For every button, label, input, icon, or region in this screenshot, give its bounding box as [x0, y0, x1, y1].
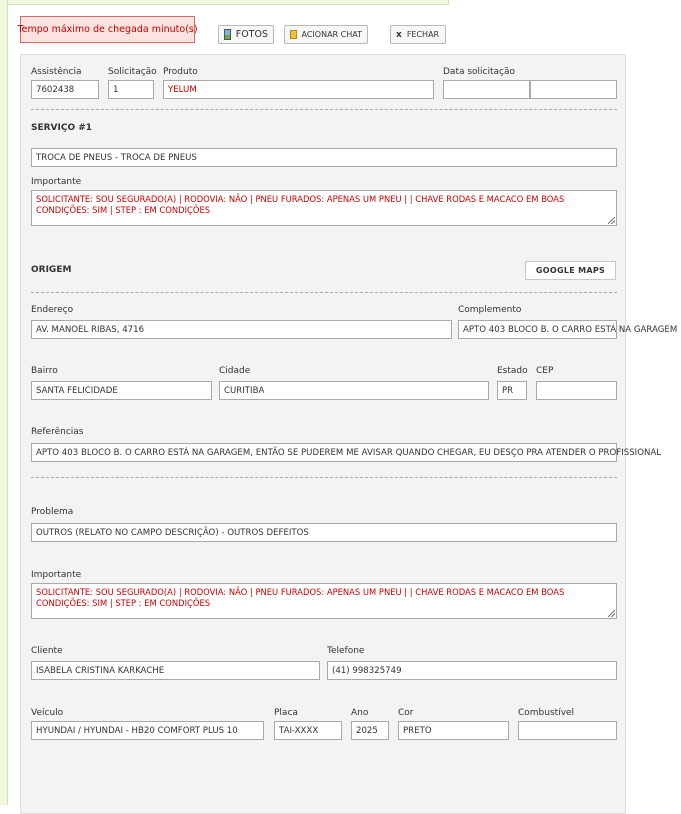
ano-field[interactable]: 2025: [351, 721, 389, 740]
combustivel-field[interactable]: [518, 721, 617, 740]
fechar-label: FECHAR: [406, 30, 440, 39]
fotos-button[interactable]: [218, 25, 274, 44]
data-solicitacao-field[interactable]: [443, 80, 530, 99]
complemento-label: Complemento: [458, 305, 522, 315]
hora-solicitacao-field[interactable]: [530, 80, 617, 99]
servico-importante-textarea[interactable]: [31, 190, 617, 226]
problema-label: Problema: [31, 507, 74, 517]
estado-label: Estado: [497, 366, 528, 376]
cor-label: Cor: [398, 708, 414, 718]
servico-importante-text: SOLICITANTE: SOU SEGURADO(A) | RODOVIA: NÃO | PNEU FURADOS: APENAS UM PNEU | | CHAVE RODAS E MACACO EM BOAS CONDIÇÕES: SIM | STEP : EM CONDIÇÕES: [36, 194, 565, 215]
endereco-field[interactable]: AV. MANOEL RIBAS, 4716: [31, 320, 452, 339]
servico-title: SERVIÇO #1: [31, 123, 93, 133]
fotos-label: FOTOS: [235, 29, 268, 40]
arrival-time-alert-button[interactable]: Tempo máximo de chegada minuto(s): [20, 16, 195, 43]
combustivel-label: Combustível: [518, 708, 575, 718]
fechar-button[interactable]: [390, 25, 446, 44]
estado-field[interactable]: PR: [497, 381, 527, 400]
cliente-label: Cliente: [31, 646, 63, 656]
cidade-field[interactable]: CURITIBA: [219, 381, 489, 400]
acionar-chat-button[interactable]: [284, 25, 368, 44]
problema-field[interactable]: OUTROS (RELATO NO CAMPO DESCRIÇÃO) - OUTROS DEFEITOS: [31, 523, 617, 542]
cliente-field[interactable]: ISABELA CRISTINA KARKACHE: [31, 661, 320, 680]
solicitacao-field[interactable]: 1: [108, 80, 154, 99]
google-maps-button[interactable]: GOOGLE MAPS: [525, 261, 616, 280]
cor-field[interactable]: PRETO: [398, 721, 509, 740]
divider: [31, 292, 617, 293]
photo-icon: [224, 29, 231, 40]
origem-title: ORIGEM: [31, 265, 72, 275]
bairro-label: Bairro: [31, 366, 58, 376]
servico-field[interactable]: TROCA DE PNEUS - TROCA DE PNEUS: [31, 148, 617, 167]
produto-field[interactable]: YELUM: [163, 80, 434, 99]
referencias-field[interactable]: APTO 403 BLOCO B. O CARRO ESTÁ NA GARAGEM, ENTÃO SE PUDEREM ME AVISAR QUANDO CHEGAR, EU DESÇO PRA ATENDER O PROFISSIONAL: [31, 443, 617, 462]
placa-field[interactable]: TAI-XXXX: [274, 721, 342, 740]
cidade-label: Cidade: [219, 366, 251, 376]
resize-grip-icon[interactable]: [608, 217, 615, 224]
telefone-field[interactable]: (41) 998325749: [327, 661, 617, 680]
left-strip: [0, 0, 8, 805]
data-solicitacao-label: Data solicitação: [443, 67, 516, 77]
veiculo-field[interactable]: HYUNDAI / HYUNDAI - HB20 COMFORT PLUS 10: [31, 721, 264, 740]
veiculo-label: Veículo: [31, 708, 64, 718]
assistencia-label: Assistência: [31, 67, 82, 77]
detalhes-importante-textarea[interactable]: [31, 583, 617, 619]
servico-importante-label: Importante: [31, 177, 82, 187]
solicitacao-label: Solicitação: [108, 67, 157, 77]
ano-label: Ano: [351, 708, 369, 718]
top-bar: [7, 0, 449, 5]
produto-label: Produto: [163, 67, 198, 77]
cep-label: CEP: [536, 366, 554, 376]
close-icon: x: [396, 29, 402, 40]
mail-icon: [290, 30, 297, 39]
service-form-panel: [20, 54, 678, 814]
referencias-label: Referências: [31, 427, 84, 437]
divider: [31, 109, 617, 110]
resize-grip-icon[interactable]: [608, 610, 615, 617]
placa-label: Placa: [274, 708, 298, 718]
detalhes-importante-text: SOLICITANTE: SOU SEGURADO(A) | RODOVIA: NÃO | PNEU FURADOS: APENAS UM PNEU | | CHAVE RODAS E MACACO EM BOAS CONDIÇÕES: SIM | STEP : EM CONDIÇÕES: [36, 587, 565, 608]
cep-field[interactable]: [536, 381, 617, 400]
telefone-label: Telefone: [327, 646, 365, 656]
divider: [31, 477, 617, 478]
bairro-field[interactable]: SANTA FELICIDADE: [31, 381, 212, 400]
endereco-label: Endereço: [31, 305, 74, 315]
complemento-field[interactable]: APTO 403 BLOCO B. O CARRO ESTÁ NA GARAGEM: [458, 320, 617, 339]
assistencia-field[interactable]: 7602438: [31, 80, 99, 99]
detalhes-importante-label: Importante: [31, 570, 82, 580]
chat-label: ACIONAR CHAT: [301, 30, 362, 39]
